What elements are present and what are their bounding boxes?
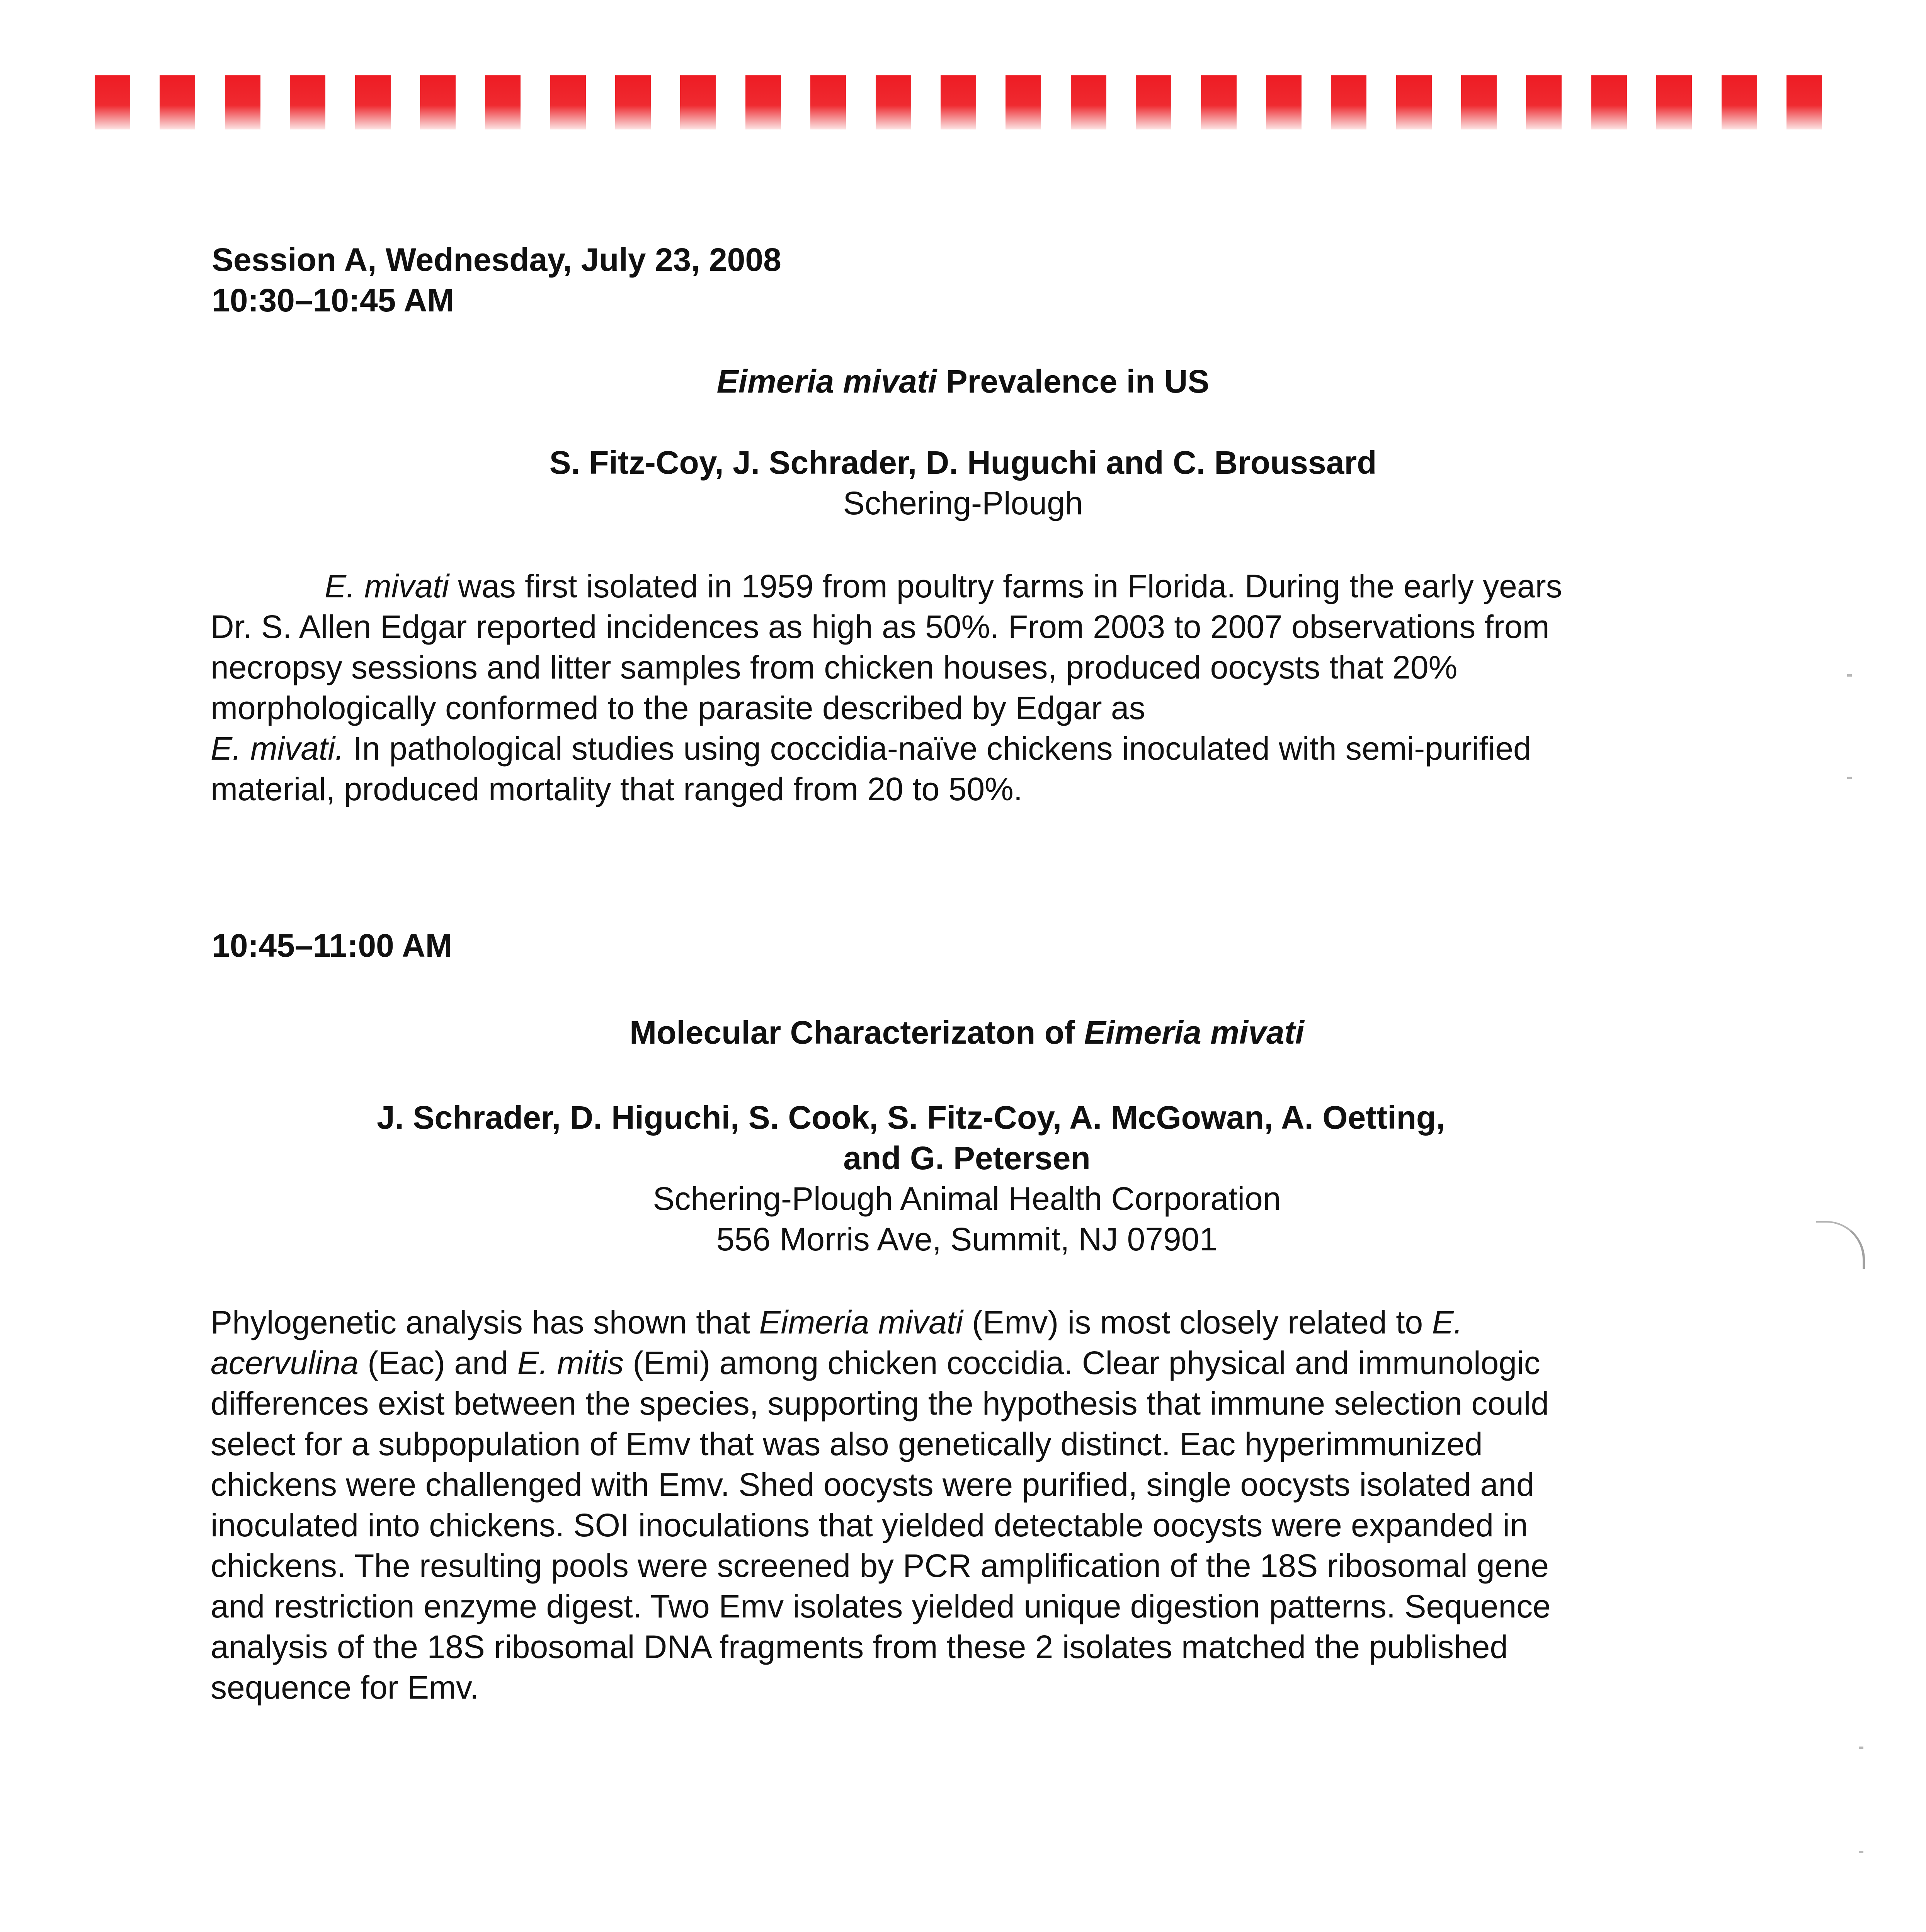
talk2-abstract-line: select for a subpopulation of Emv that was also genetically distinct. Eac hyperimmunized xyxy=(211,1426,1483,1462)
stripe-segment xyxy=(290,75,325,129)
stripe-segment xyxy=(1396,75,1432,129)
talk2-abstract-line: chickens. The resulting pools were screened by PCR amplification of the 18S ribosomal gene xyxy=(211,1548,1549,1584)
stripe-segment xyxy=(1136,75,1171,129)
header-red-stripe xyxy=(95,75,1822,129)
stripe-segment xyxy=(225,75,260,129)
stripe-segment xyxy=(810,75,846,129)
talk1-abstract-line xyxy=(211,728,1718,769)
stripe-segment xyxy=(1006,75,1041,129)
species-name: E. mivati xyxy=(325,568,449,604)
abstract-text: (Emi) among chicken coccidia. Clear physical and immunologic xyxy=(624,1345,1540,1381)
abstract-text: In pathological studies using coccidia-naïve chickens inoculated with semi-purified xyxy=(344,730,1531,767)
session-time: 10:30–10:45 AM xyxy=(212,282,454,318)
talk1-abstract-line: necropsy sessions and litter samples from chicken houses, produced oocysts that 20% xyxy=(211,649,1458,685)
talk2-abstract-line xyxy=(211,1302,1718,1343)
talk2-abstract-line xyxy=(211,1343,1718,1383)
talk1-abstract-line: material, produced mortality that ranged from 20 to 50%. xyxy=(211,771,1023,807)
stripe-segment xyxy=(941,75,976,129)
stripe-segment xyxy=(1722,75,1757,129)
talk1-title-rest: Prevalence in US xyxy=(937,363,1210,400)
stripe-segment xyxy=(1201,75,1237,129)
stripe-segment xyxy=(485,75,521,129)
talk1-abstract xyxy=(211,566,1718,810)
talk1-title-species: Eimeria mivati xyxy=(716,363,937,400)
stripe-segment xyxy=(615,75,651,129)
talk2-title-species: Eimeria mivati xyxy=(1084,1014,1304,1051)
talk2-abstract-line: and restriction enzyme digest. Two Emv isolates yielded unique digestion patterns. Sequence xyxy=(211,1588,1551,1624)
abstract-text: Phylogenetic analysis has shown that xyxy=(211,1304,759,1340)
stripe-segment xyxy=(1786,75,1822,129)
talk1-abstract-line: morphologically conformed to the parasite described by Edgar as xyxy=(211,690,1145,726)
session-title: Session A, Wednesday, July 23, 2008 xyxy=(212,242,781,278)
talk2-abstract-line: inoculated into chickens. SOI inoculations that yielded detectable oocysts were expanded in xyxy=(211,1507,1528,1543)
stripe-segment xyxy=(1526,75,1562,129)
stripe-segment xyxy=(95,75,130,129)
talk2-affiliation-line2: 556 Morris Ave, Summit, NJ 07901 xyxy=(716,1221,1218,1257)
talk1-title xyxy=(0,361,1926,402)
talk2-title xyxy=(0,1012,1926,1053)
talk1-authors: S. Fitz-Coy, J. Schrader, D. Huguchi and C. Broussard xyxy=(549,444,1377,481)
stripe-segment xyxy=(550,75,586,129)
stripe-segment xyxy=(680,75,716,129)
abstract-text: (Eac) and xyxy=(358,1345,517,1381)
stripe-segment xyxy=(420,75,456,129)
species-name: E. mitis xyxy=(517,1345,624,1381)
scan-speck xyxy=(1859,1851,1863,1853)
talk2-authors-line1: J. Schrader, D. Higuchi, S. Cook, S. Fitz-Coy, A. McGowan, A. Oetting, xyxy=(377,1099,1445,1136)
stripe-segment xyxy=(355,75,391,129)
scan-speck xyxy=(1859,1747,1863,1749)
talk2-abstract xyxy=(211,1302,1718,1708)
stripe-segment xyxy=(160,75,195,129)
scan-speck xyxy=(1847,777,1852,779)
scan-speck xyxy=(1847,674,1852,677)
talk2-time: 10:45–11:00 AM xyxy=(212,927,453,964)
species-name: E. mivati. xyxy=(211,730,344,767)
stripe-segment xyxy=(1656,75,1692,129)
talk2-abstract-line: sequence for Emv. xyxy=(211,1669,479,1706)
stripe-segment xyxy=(876,75,911,129)
talk2-abstract-line: analysis of the 18S ribosomal DNA fragments from these 2 isolates matched the published xyxy=(211,1629,1508,1665)
species-name: acervulina xyxy=(211,1345,359,1381)
stripe-segment xyxy=(1461,75,1497,129)
stripe-segment xyxy=(1266,75,1302,129)
stripe-segment xyxy=(745,75,781,129)
stripe-segment xyxy=(1591,75,1627,129)
talk2-authors-line2: and G. Petersen xyxy=(843,1140,1091,1176)
stripe-segment xyxy=(1071,75,1106,129)
stripe-segment xyxy=(1331,75,1366,129)
talk2-abstract-line: chickens were challenged with Emv. Shed oocysts were purified, single oocysts isolated and xyxy=(211,1466,1535,1503)
talk2-abstract-line: differences exist between the species, supporting the hypothesis that immune selection could xyxy=(211,1385,1549,1422)
species-name: Eimeria mivati xyxy=(759,1304,963,1340)
species-name: E. xyxy=(1432,1304,1463,1340)
talk2-affiliation-line1: Schering-Plough Animal Health Corporation xyxy=(653,1180,1281,1217)
abstract-text: (Emv) is most closely related to xyxy=(963,1304,1432,1340)
talk1-affiliation: Schering-Plough xyxy=(843,485,1083,521)
talk1-abstract-line xyxy=(211,566,1718,607)
abstract-text: was first isolated in 1959 from poultry farms in Florida. During the early years xyxy=(449,568,1562,604)
talk2-title-prefix: Molecular Characterizaton of xyxy=(630,1014,1084,1051)
talk1-abstract-line: Dr. S. Allen Edgar reported incidences as high as 50%. From 2003 to 2007 observations from xyxy=(211,609,1550,645)
